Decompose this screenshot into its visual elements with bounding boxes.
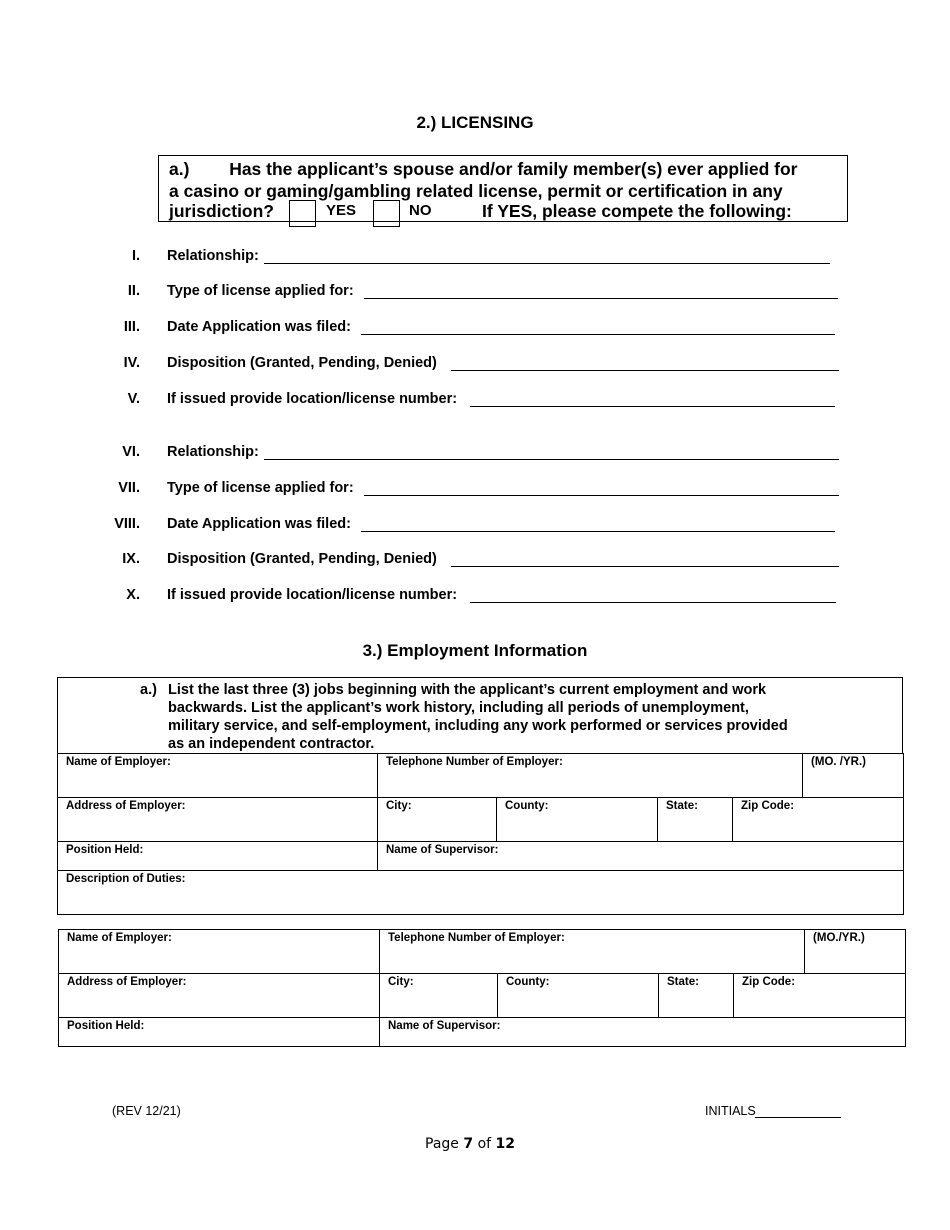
instruction-lead: a.) bbox=[140, 682, 157, 698]
employer-name-cell[interactable]: Name of Employer: bbox=[59, 930, 380, 974]
employment-table-2 bbox=[58, 929, 906, 1047]
instruction-line: List the last three (3) jobs beginning with the applicant’s current employment and work bbox=[168, 682, 767, 698]
field-numeral: I. bbox=[131, 248, 140, 264]
initials-input-line[interactable] bbox=[755, 1117, 841, 1118]
relationship-input-line[interactable] bbox=[264, 459, 839, 460]
disposition-input-line[interactable] bbox=[451, 566, 839, 567]
employer-phone-cell[interactable]: Telephone Number of Employer: bbox=[380, 930, 805, 974]
field-label-disposition: Disposition (Granted, Pending, Denied) bbox=[167, 551, 437, 567]
field-label-date-filed: Date Application was filed: bbox=[167, 319, 351, 335]
license-number-input-line[interactable] bbox=[470, 406, 835, 407]
duties-description-cell[interactable]: Description of Duties: bbox=[58, 871, 904, 915]
field-numeral: VI. bbox=[122, 444, 140, 460]
field-numeral: VII. bbox=[118, 480, 140, 496]
employment-title: 3.) Employment Information bbox=[362, 641, 588, 660]
field-label-date-filed: Date Application was filed: bbox=[167, 516, 351, 532]
disposition-input-line[interactable] bbox=[451, 370, 839, 371]
instruction-line: backwards. List the applicant’s work history, including all periods of unemployment, bbox=[168, 700, 749, 716]
employer-address-cell[interactable]: Address of Employer: bbox=[58, 798, 378, 842]
date-filed-input-line[interactable] bbox=[361, 531, 835, 532]
employment-date-cell[interactable]: (MO./YR.) bbox=[805, 930, 906, 974]
no-label: NO bbox=[409, 202, 432, 219]
instruction-line: as an independent contractor. bbox=[168, 736, 375, 752]
instruction-text bbox=[168, 681, 848, 753]
initials-label: INITIALS bbox=[705, 1104, 756, 1118]
field-label-relationship: Relationship: bbox=[167, 444, 259, 460]
county-cell[interactable]: County: bbox=[497, 798, 658, 842]
page-prefix: Page bbox=[425, 1136, 459, 1152]
field-numeral: III. bbox=[123, 319, 140, 335]
license-type-input-line[interactable] bbox=[364, 298, 838, 299]
zip-code-cell[interactable]: Zip Code: bbox=[734, 974, 906, 1018]
field-label-license-number: If issued provide location/license number: bbox=[167, 587, 458, 603]
question-line-2: a casino or gaming/gambling related license, permit or certification in any bbox=[169, 181, 783, 201]
question-lead: a.) bbox=[169, 159, 190, 179]
supervisor-name-cell[interactable]: Name of Supervisor: bbox=[378, 842, 904, 871]
license-number-input-line[interactable] bbox=[470, 602, 836, 603]
field-numeral: X. bbox=[126, 587, 140, 603]
no-checkbox[interactable] bbox=[373, 200, 400, 227]
page-current: 7 bbox=[463, 1136, 474, 1152]
revision-label: (REV 12/21) bbox=[112, 1104, 181, 1118]
license-type-input-line[interactable] bbox=[364, 495, 839, 496]
instruction-line: military service, and self-employment, including any work performed or services provided bbox=[168, 718, 788, 734]
city-cell[interactable]: City: bbox=[380, 974, 498, 1018]
position-held-cell[interactable]: Position Held: bbox=[59, 1018, 380, 1047]
employment-instruction-box bbox=[57, 677, 903, 753]
field-label-disposition: Disposition (Granted, Pending, Denied) bbox=[167, 355, 437, 371]
date-filed-input-line[interactable] bbox=[361, 334, 835, 335]
page-of: of bbox=[477, 1136, 492, 1152]
field-numeral: V. bbox=[127, 391, 140, 407]
field-label-license-number: If issued provide location/license number: bbox=[167, 391, 458, 407]
relationship-input-line[interactable] bbox=[264, 263, 830, 264]
if-yes-instruction: If YES, please compete the following: bbox=[482, 201, 792, 221]
state-cell[interactable]: State: bbox=[659, 974, 734, 1018]
field-numeral: VIII. bbox=[114, 516, 140, 532]
zip-code-cell[interactable]: Zip Code: bbox=[733, 798, 904, 842]
employer-phone-cell[interactable]: Telephone Number of Employer: bbox=[378, 754, 803, 798]
question-line-1 bbox=[169, 158, 837, 180]
question-line-3 bbox=[169, 200, 792, 222]
state-cell[interactable]: State: bbox=[658, 798, 733, 842]
question-text-3: jurisdiction? bbox=[169, 201, 274, 221]
field-numeral: IV. bbox=[123, 355, 140, 371]
employment-date-cell[interactable]: (MO. /YR.) bbox=[803, 754, 904, 798]
page-total: 12 bbox=[495, 1136, 515, 1152]
city-cell[interactable]: City: bbox=[378, 798, 497, 842]
county-cell[interactable]: County: bbox=[498, 974, 659, 1018]
field-numeral: II. bbox=[127, 283, 140, 299]
supervisor-name-cell[interactable]: Name of Supervisor: bbox=[380, 1018, 906, 1047]
yes-checkbox[interactable] bbox=[289, 200, 316, 227]
field-numeral: IX. bbox=[122, 551, 140, 567]
page-number bbox=[0, 1136, 940, 1152]
employer-name-cell[interactable]: Name of Employer: bbox=[58, 754, 378, 798]
employer-address-cell[interactable]: Address of Employer: bbox=[59, 974, 380, 1018]
licensing-title: 2.) LICENSING bbox=[416, 113, 534, 132]
field-label-relationship: Relationship: bbox=[167, 248, 259, 264]
position-held-cell[interactable]: Position Held: bbox=[58, 842, 378, 871]
field-label-license-type: Type of license applied for: bbox=[167, 480, 354, 496]
question-text-1: Has the applicant’s spouse and/or family member(s) ever applied for bbox=[229, 159, 798, 179]
yes-label: YES bbox=[326, 202, 357, 219]
field-label-license-type: Type of license applied for: bbox=[167, 283, 354, 299]
employment-table-1 bbox=[57, 753, 904, 915]
licensing-question-box bbox=[158, 155, 848, 222]
